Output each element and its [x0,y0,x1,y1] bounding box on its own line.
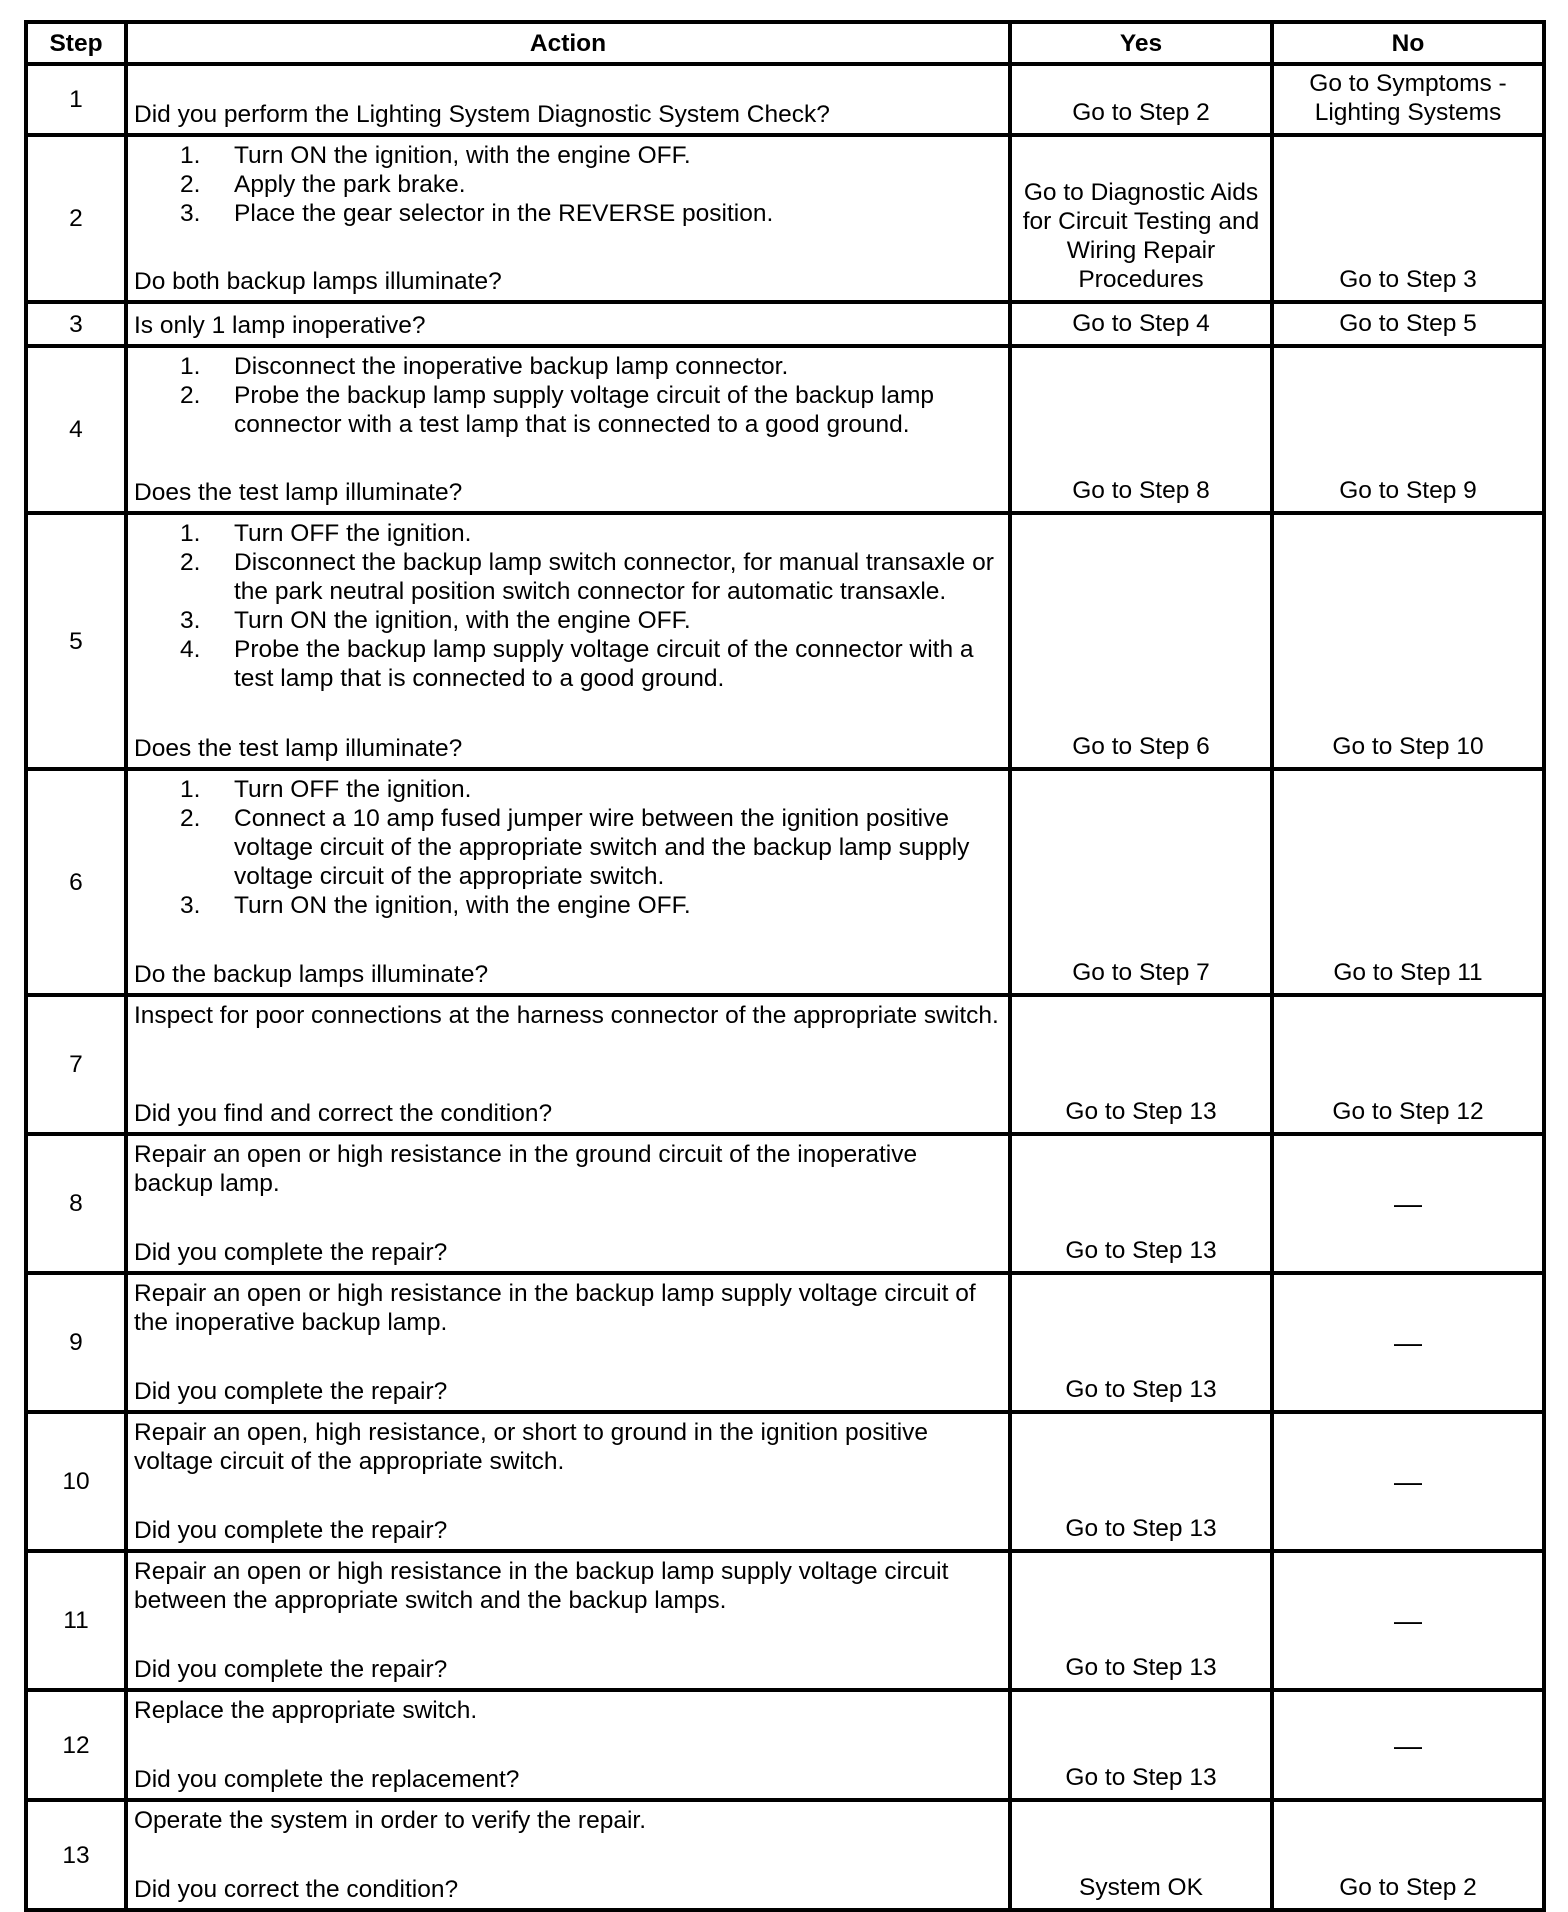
action-question: Did you perform the Lighting System Diagnostic System Check? [134,101,830,128]
action-cell [126,1800,1010,1910]
procedure-item-text: Turn OFF the ignition. [234,776,472,803]
no-result: Go to Step 9 [1272,346,1544,513]
procedure-item-text: Disconnect the inoperative backup lamp connector. [234,353,789,380]
procedure-item-number: 1. [180,520,201,547]
procedure-item-text: Turn OFF the ignition. [234,520,472,547]
action-question: Did you complete the repair? [134,1378,448,1405]
procedure-item-text: Connect a 10 amp fused jumper wire between the ignition positive voltage circuit of the appropriate switch and the backup lamp supply voltage circuit of the appropriate switch. [234,805,970,890]
action-cell [126,64,1010,135]
procedure-item-number: 3. [180,607,201,634]
yes-result: Go to Step 8 [1010,346,1272,513]
step-number: 4 [26,346,126,513]
procedure-item [134,635,1002,693]
procedure-list [134,775,1002,920]
step-number: 11 [26,1551,126,1690]
action-instruction: Repair an open or high resistance in the backup lamp supply voltage circuit of the inoperative backup lamp. [134,1280,976,1336]
action-question: Did you complete the repair? [134,1517,448,1544]
yes-result: Go to Step 4 [1010,302,1272,346]
procedure-item [134,170,1002,199]
no-result: Go to Step 5 [1272,302,1544,346]
yes-result: Go to Step 13 [1010,1134,1272,1273]
procedure-item-number: 1. [180,353,201,380]
no-result: Go to Step 10 [1272,513,1544,769]
table-row [26,1412,1544,1551]
action-cell [126,1690,1010,1800]
procedure-item [134,891,1002,920]
action-instruction: Repair an open or high resistance in the ground circuit of the inoperative backup lamp. [134,1141,918,1197]
step-number: 8 [26,1134,126,1273]
header-row [26,22,1544,64]
yes-result: Go to Step 6 [1010,513,1272,769]
table-row [26,1134,1544,1273]
no-result: — [1272,1690,1544,1800]
procedure-item [134,519,1002,548]
table-row [26,1551,1544,1690]
procedure-item-number: 2. [180,171,201,198]
procedure-item-text: Apply the park brake. [234,171,466,198]
procedure-item-number: 3. [180,200,201,227]
yes-result: System OK [1010,1800,1272,1910]
step-number: 10 [26,1412,126,1551]
action-column-header: Action [126,22,1010,64]
table-row [26,346,1544,513]
action-cell [126,769,1010,995]
no-column-header: No [1272,22,1544,64]
table-row [26,769,1544,995]
procedure-item-number: 1. [180,142,201,169]
procedure-item-number: 1. [180,776,201,803]
action-question: Did you correct the condition? [134,1876,459,1903]
action-instruction: Operate the system in order to verify the repair. [134,1807,647,1834]
procedure-item-number: 3. [180,892,201,919]
no-result: Go to Step 3 [1272,135,1544,302]
action-instruction: Repair an open, high resistance, or short to ground in the ignition positive voltage circuit of the appropriate switch. [134,1419,929,1475]
action-cell [126,1412,1010,1551]
yes-column-header: Yes [1010,22,1272,64]
yes-result: Go to Step 7 [1010,769,1272,995]
no-result: Go to Step 2 [1272,1800,1544,1910]
procedure-item [134,548,1002,606]
step-number: 5 [26,513,126,769]
procedure-item-text: Turn ON the ignition, with the engine OFF. [234,892,691,919]
step-number: 1 [26,64,126,135]
procedure-list [134,519,1002,693]
action-question: Do the backup lamps illuminate? [134,961,489,988]
procedure-item [134,141,1002,170]
table-row [26,1800,1544,1910]
table-row [26,302,1544,346]
action-cell [126,346,1010,513]
no-result: — [1272,1134,1544,1273]
table-row [26,995,1544,1134]
procedure-item-number: 2. [180,805,201,832]
procedure-item-text: Probe the backup lamp supply voltage circuit of the backup lamp connector with a test lamp that is connected to a good ground. [234,382,935,438]
table-row [26,64,1544,135]
step-number: 12 [26,1690,126,1800]
action-question: Did you complete the repair? [134,1656,448,1683]
action-cell [126,513,1010,769]
procedure-item-number: 2. [180,549,201,576]
table-row [26,135,1544,302]
action-cell [126,135,1010,302]
action-question: Did you complete the repair? [134,1239,448,1266]
procedure-item [134,775,1002,804]
yes-result: Go to Step 13 [1010,995,1272,1134]
table-row [26,1690,1544,1800]
step-number: 3 [26,302,126,346]
table-row [26,513,1544,769]
procedure-item-text: Turn ON the ignition, with the engine OFF. [234,142,691,169]
step-number: 6 [26,769,126,995]
yes-result: Go to Step 13 [1010,1273,1272,1412]
action-question: Did you find and correct the condition? [134,1100,553,1127]
no-result: — [1272,1412,1544,1551]
step-number: 9 [26,1273,126,1412]
action-question: Do both backup lamps illuminate? [134,268,502,295]
no-result: Go to Step 11 [1272,769,1544,995]
yes-result: Go to Step 2 [1010,64,1272,135]
diagnostic-table [24,20,1546,1912]
action-question: Does the test lamp illuminate? [134,479,463,506]
step-column-header: Step [26,22,126,64]
step-number: 7 [26,995,126,1134]
procedure-item-text: Place the gear selector in the REVERSE position. [234,200,774,227]
yes-result: Go to Step 13 [1010,1551,1272,1690]
no-result: — [1272,1551,1544,1690]
action-cell [126,1273,1010,1412]
action-question: Is only 1 lamp inoperative? [134,312,426,339]
procedure-item-text: Probe the backup lamp supply voltage circuit of the connector with a test lamp that is connected to a good ground. [234,636,974,692]
procedure-list [134,141,1002,228]
step-number: 13 [26,1800,126,1910]
yes-result: Go to Step 13 [1010,1412,1272,1551]
procedure-item-text: Disconnect the backup lamp switch connector, for manual transaxle or the park neutral position switch connector for automatic transaxle. [234,549,994,605]
action-question: Did you complete the replacement? [134,1766,520,1793]
no-result: Go to Symptoms - Lighting Systems [1272,64,1544,135]
procedure-item-text: Turn ON the ignition, with the engine OFF. [234,607,691,634]
procedure-list [134,352,1002,439]
action-instruction: Inspect for poor connections at the harness connector of the appropriate switch. [134,1002,999,1029]
action-cell [126,1551,1010,1690]
procedure-item [134,352,1002,381]
action-instruction: Repair an open or high resistance in the backup lamp supply voltage circuit between the appropriate switch and the backup lamps. [134,1558,949,1614]
procedure-item [134,606,1002,635]
procedure-item [134,381,1002,439]
step-number: 2 [26,135,126,302]
procedure-item [134,199,1002,228]
no-result: Go to Step 12 [1272,995,1544,1134]
procedure-item [134,804,1002,891]
action-question: Does the test lamp illuminate? [134,735,463,762]
yes-result: Go to Diagnostic Aids for Circuit Testing and Wiring Repair Procedures [1010,135,1272,302]
no-result: — [1272,1273,1544,1412]
action-cell [126,1134,1010,1273]
action-instruction: Replace the appropriate switch. [134,1697,478,1724]
procedure-item-number: 4. [180,636,201,663]
action-cell [126,995,1010,1134]
yes-result: Go to Step 13 [1010,1690,1272,1800]
procedure-item-number: 2. [180,382,201,409]
action-cell [126,302,1010,346]
table-row [26,1273,1544,1412]
